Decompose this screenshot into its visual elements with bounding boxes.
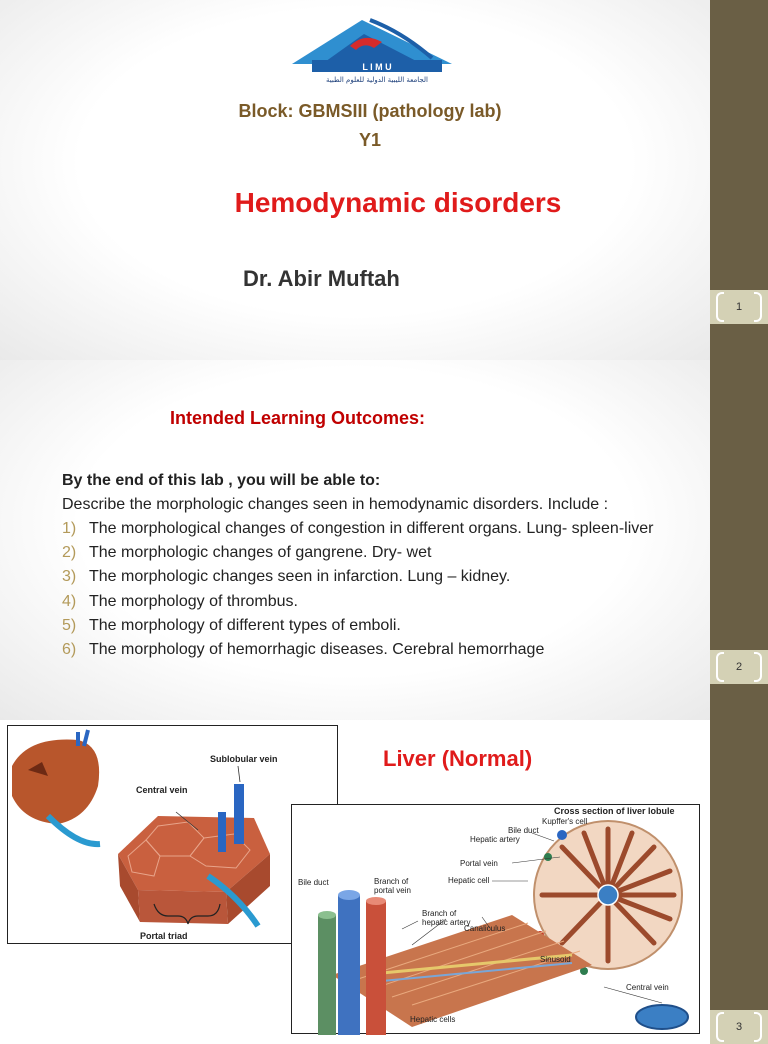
label-sublobular-vein: Sublobular vein (210, 754, 278, 764)
list-item-number: 2) (62, 544, 77, 562)
logo-subtitle: الجامعة الليبية الدولية للعلوم الطبية (325, 76, 429, 84)
intro-text: Describe the morphologic changes seen in hemodynamic disorders. Include : (62, 496, 609, 513)
list-item-text: The morphology of thrombus. (89, 592, 298, 610)
intro-bold-text: By the end of this lab , you will be able to: (62, 472, 381, 489)
logo-text: L I M U (362, 62, 392, 72)
list-item-text: The morphological changes of congestion in different organs. Lung- spleen-liver (89, 520, 654, 537)
list-item-number: 5) (62, 616, 77, 634)
page-number-badge (710, 290, 768, 324)
label-canaliculus: Canaliculus (464, 924, 506, 933)
label-branch-hepatic-artery-2: hepatic artery (422, 918, 471, 927)
author-name: Dr. Abir Muftah (243, 266, 400, 291)
list-item-number: 4) (62, 592, 77, 610)
label-branch-hepatic-artery-1: Branch of (422, 909, 457, 918)
label-hepatic-cell: Hepatic cell (448, 876, 490, 885)
label-central-vein: Central vein (136, 785, 188, 795)
list-item-text: The morphology of hemorrhagic diseases. Cerebral hemorrhage (89, 640, 545, 658)
list-item (62, 544, 654, 568)
liver-lobule-illustration (8, 726, 339, 945)
slide-liver-normal (0, 720, 768, 1033)
label-bile-duct-top: Bile duct (508, 826, 539, 835)
university-logo (282, 12, 462, 84)
list-item-number: 6) (62, 640, 77, 658)
list-item (62, 520, 654, 544)
list-item (62, 641, 654, 665)
list-item-text: The morphologic changes seen in infarction. Lung – kidney. (89, 568, 511, 586)
list-item-number: 1) (62, 520, 77, 537)
page-number: 3 (735, 1021, 743, 1033)
label-branch-portal-vein-1: Branch of (374, 877, 409, 886)
page-number: 1 (735, 301, 743, 313)
label-hepatic-artery: Hepatic artery (470, 835, 520, 844)
slide-title (0, 0, 768, 360)
year-label: Y1 (358, 130, 382, 150)
outcomes-heading: Intended Learning Outcomes: (170, 408, 426, 428)
slide-sidebar (710, 720, 768, 1024)
label-branch-portal-vein-2: portal vein (374, 886, 411, 895)
page-number: 2 (735, 661, 743, 673)
list-item (62, 568, 654, 592)
slide-learning-outcomes (0, 360, 768, 720)
presentation-title: Hemodynamic disorders (234, 187, 562, 218)
list-item-text: The morphologic changes of gangrene. Dry- wet (89, 544, 432, 562)
page-number-badge (710, 1010, 768, 1044)
label-bile-duct-left: Bile duct (298, 878, 329, 887)
liver-cross-section-illustration (292, 805, 701, 1035)
liver-cross-section-figure (291, 804, 700, 1034)
label-cross-section: Cross section of liver lobule (554, 806, 675, 816)
list-item (62, 617, 654, 641)
label-sinusoid: Sinusoid (540, 955, 571, 964)
block-label: Block: GBMSIII (pathology lab) (238, 101, 502, 121)
label-central-vein: Central vein (626, 983, 669, 992)
page-number-badge (710, 650, 768, 684)
liver-lobule-figure (7, 725, 338, 944)
label-portal-triad: Portal triad (140, 931, 188, 941)
label-portal-vein: Portal vein (460, 859, 498, 868)
list-item-text: The morphology of different types of emboli. (89, 616, 401, 634)
label-kupffer-cell: Kupffer's cell (542, 817, 588, 826)
list-item-number: 3) (62, 568, 77, 586)
outcomes-list (62, 520, 654, 665)
slide-title: Liver (Normal) (383, 746, 533, 771)
list-item (62, 593, 654, 617)
label-hepatic-cells: Hepatic cells (410, 1015, 456, 1024)
